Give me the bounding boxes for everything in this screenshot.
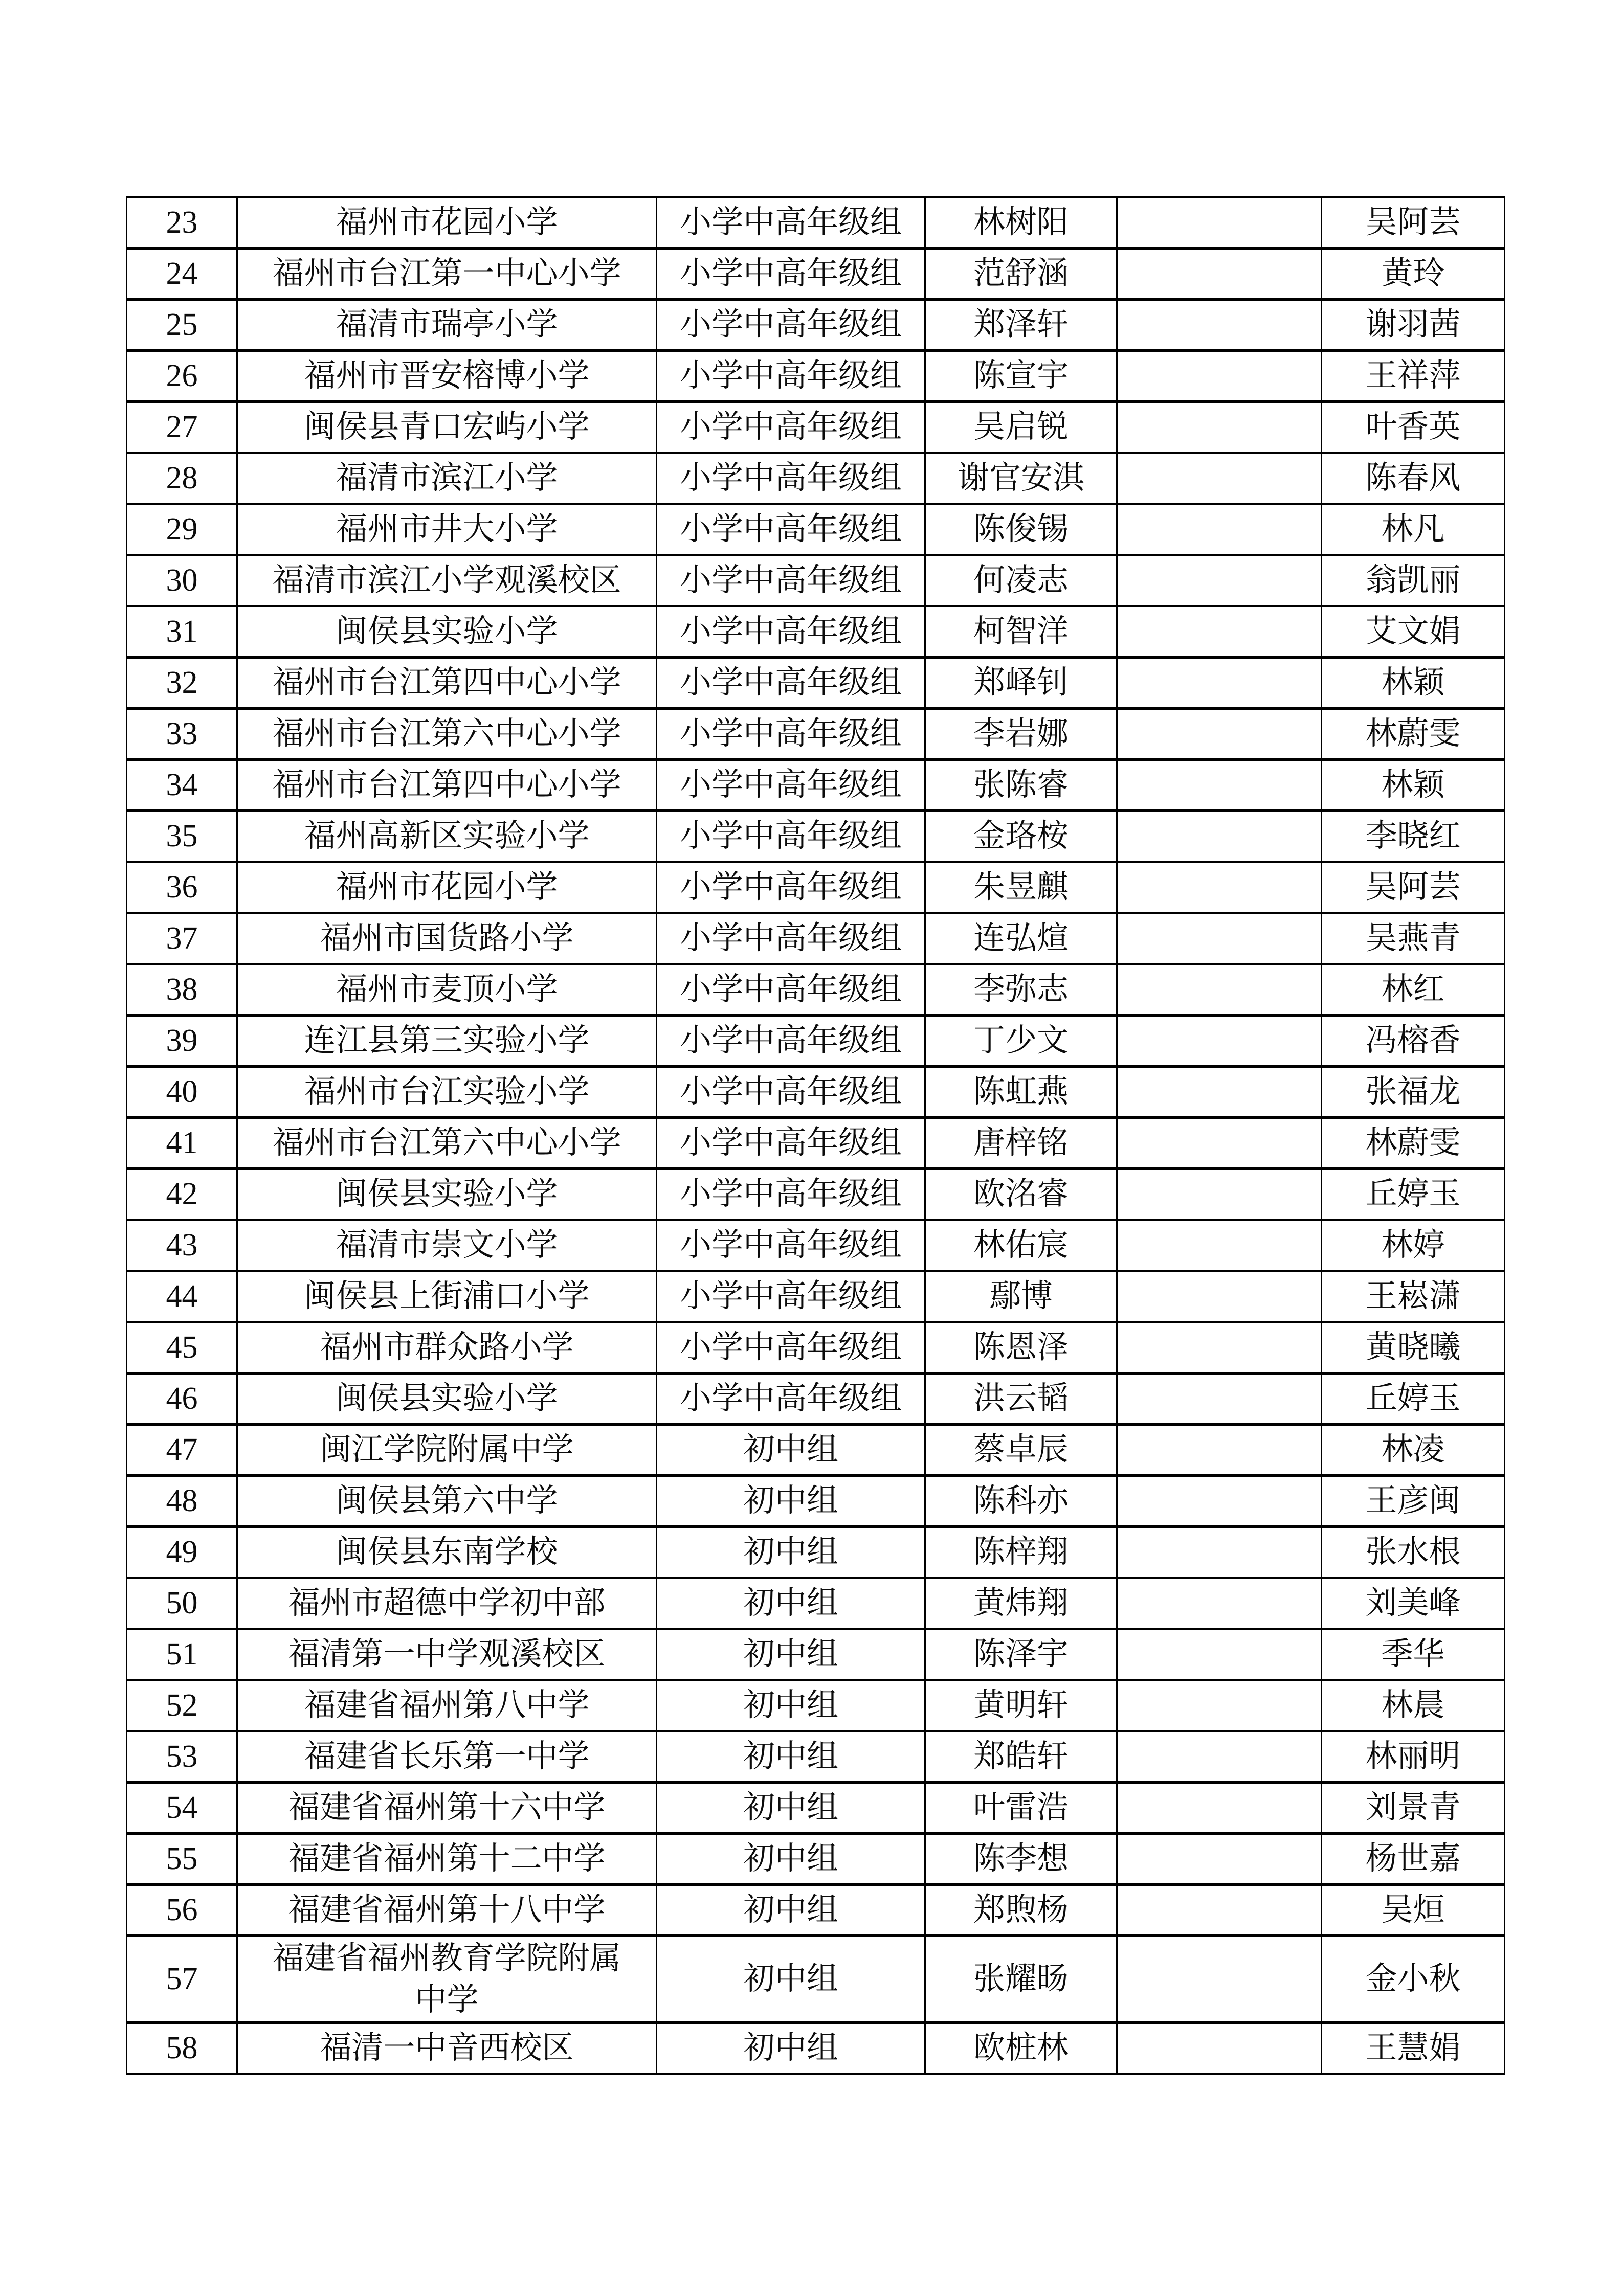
student-cell: 鄢博 bbox=[925, 1271, 1117, 1322]
student-cell: 陈宣宇 bbox=[925, 351, 1117, 402]
teacher-cell: 林蔚雯 bbox=[1322, 709, 1505, 760]
row-number-cell: 34 bbox=[127, 760, 237, 811]
row-number-cell: 35 bbox=[127, 811, 237, 862]
group-cell: 初中组 bbox=[657, 2023, 925, 2074]
school-cell: 福州市晋安榕博小学 bbox=[237, 351, 657, 402]
teacher-cell: 王慧娟 bbox=[1322, 2023, 1505, 2074]
group-cell: 小学中高年级组 bbox=[657, 453, 925, 504]
student-cell: 郑泽轩 bbox=[925, 300, 1117, 351]
school-cell: 福州高新区实验小学 bbox=[237, 811, 657, 862]
group-cell: 小学中高年级组 bbox=[657, 555, 925, 606]
student-cell: 郑皓轩 bbox=[925, 1731, 1117, 1783]
row-number-cell: 57 bbox=[127, 1936, 237, 2023]
group-cell: 小学中高年级组 bbox=[657, 658, 925, 709]
student-cell: 唐梓铭 bbox=[925, 1118, 1117, 1169]
teacher-cell: 刘景青 bbox=[1322, 1783, 1505, 1834]
school-cell: 福州市超德中学初中部 bbox=[237, 1578, 657, 1629]
student-cell: 李弥志 bbox=[925, 964, 1117, 1016]
table-row bbox=[127, 402, 1505, 453]
empty-cell bbox=[1117, 709, 1322, 760]
row-number-cell: 31 bbox=[127, 606, 237, 658]
school-cell: 福清市瑞亭小学 bbox=[237, 300, 657, 351]
teacher-cell: 王崧潇 bbox=[1322, 1271, 1505, 1322]
table-row bbox=[127, 913, 1505, 964]
teacher-cell: 艾文娟 bbox=[1322, 606, 1505, 658]
row-number-cell: 44 bbox=[127, 1271, 237, 1322]
school-cell: 连江县第三实验小学 bbox=[237, 1016, 657, 1067]
table-row bbox=[127, 1169, 1505, 1220]
school-cell: 闽侯县东南学校 bbox=[237, 1527, 657, 1578]
empty-cell bbox=[1117, 862, 1322, 913]
table-row bbox=[127, 197, 1505, 249]
row-number-cell: 33 bbox=[127, 709, 237, 760]
group-cell: 初中组 bbox=[657, 1680, 925, 1731]
group-cell: 小学中高年级组 bbox=[657, 1220, 925, 1271]
row-number-cell: 54 bbox=[127, 1783, 237, 1834]
table-row bbox=[127, 1834, 1505, 1885]
row-number-cell: 25 bbox=[127, 300, 237, 351]
school-cell: 福建省福州第十二中学 bbox=[237, 1834, 657, 1885]
empty-cell bbox=[1117, 1834, 1322, 1885]
student-cell: 郑峄钊 bbox=[925, 658, 1117, 709]
group-cell: 初中组 bbox=[657, 1834, 925, 1885]
school-cell: 闽侯县上街浦口小学 bbox=[237, 1271, 657, 1322]
empty-cell bbox=[1117, 1680, 1322, 1731]
row-number-cell: 49 bbox=[127, 1527, 237, 1578]
school-cell: 福州市台江第六中心小学 bbox=[237, 709, 657, 760]
teacher-cell: 丘婷玉 bbox=[1322, 1169, 1505, 1220]
row-number-cell: 40 bbox=[127, 1067, 237, 1118]
empty-cell bbox=[1117, 504, 1322, 555]
school-cell: 福建省福州第十六中学 bbox=[237, 1783, 657, 1834]
row-number-cell: 47 bbox=[127, 1425, 237, 1476]
group-cell: 初中组 bbox=[657, 1783, 925, 1834]
table-row bbox=[127, 1578, 1505, 1629]
school-cell: 福州市麦顶小学 bbox=[237, 964, 657, 1016]
school-cell: 福州市群众路小学 bbox=[237, 1322, 657, 1374]
table-row bbox=[127, 1629, 1505, 1680]
empty-cell bbox=[1117, 555, 1322, 606]
empty-cell bbox=[1117, 658, 1322, 709]
table-row bbox=[127, 1680, 1505, 1731]
row-number-cell: 42 bbox=[127, 1169, 237, 1220]
student-cell: 范舒涵 bbox=[925, 249, 1117, 300]
student-cell: 林佑宸 bbox=[925, 1220, 1117, 1271]
award-list-table bbox=[126, 196, 1505, 2075]
table-row bbox=[127, 1016, 1505, 1067]
teacher-cell: 吴烜 bbox=[1322, 1885, 1505, 1936]
teacher-cell: 林蔚雯 bbox=[1322, 1118, 1505, 1169]
row-number-cell: 26 bbox=[127, 351, 237, 402]
student-cell: 朱昱麒 bbox=[925, 862, 1117, 913]
school-cell: 福州市台江第四中心小学 bbox=[237, 658, 657, 709]
empty-cell bbox=[1117, 453, 1322, 504]
row-number-cell: 37 bbox=[127, 913, 237, 964]
empty-cell bbox=[1117, 1629, 1322, 1680]
student-cell: 欧洺睿 bbox=[925, 1169, 1117, 1220]
teacher-cell: 吴阿芸 bbox=[1322, 197, 1505, 249]
group-cell: 小学中高年级组 bbox=[657, 760, 925, 811]
group-cell: 小学中高年级组 bbox=[657, 1169, 925, 1220]
empty-cell bbox=[1117, 351, 1322, 402]
table-row bbox=[127, 2023, 1505, 2074]
table-row bbox=[127, 1527, 1505, 1578]
group-cell: 小学中高年级组 bbox=[657, 351, 925, 402]
student-cell: 郑煦杨 bbox=[925, 1885, 1117, 1936]
school-cell: 福州市花园小学 bbox=[237, 862, 657, 913]
student-cell: 蔡卓辰 bbox=[925, 1425, 1117, 1476]
empty-cell bbox=[1117, 1271, 1322, 1322]
row-number-cell: 46 bbox=[127, 1374, 237, 1425]
school-cell: 福州市台江第六中心小学 bbox=[237, 1118, 657, 1169]
student-cell: 何凌志 bbox=[925, 555, 1117, 606]
empty-cell bbox=[1117, 1169, 1322, 1220]
student-cell: 林树阳 bbox=[925, 197, 1117, 249]
row-number-cell: 30 bbox=[127, 555, 237, 606]
teacher-cell: 林婷 bbox=[1322, 1220, 1505, 1271]
empty-cell bbox=[1117, 1220, 1322, 1271]
table-row bbox=[127, 249, 1505, 300]
teacher-cell: 林颖 bbox=[1322, 658, 1505, 709]
student-cell: 陈梓翔 bbox=[925, 1527, 1117, 1578]
empty-cell bbox=[1117, 249, 1322, 300]
teacher-cell: 林凌 bbox=[1322, 1425, 1505, 1476]
teacher-cell: 陈春风 bbox=[1322, 453, 1505, 504]
group-cell: 小学中高年级组 bbox=[657, 913, 925, 964]
row-number-cell: 27 bbox=[127, 402, 237, 453]
row-number-cell: 52 bbox=[127, 1680, 237, 1731]
student-cell: 丁少文 bbox=[925, 1016, 1117, 1067]
teacher-cell: 吴阿芸 bbox=[1322, 862, 1505, 913]
table-row bbox=[127, 1731, 1505, 1783]
teacher-cell: 吴燕青 bbox=[1322, 913, 1505, 964]
empty-cell bbox=[1117, 1731, 1322, 1783]
group-cell: 小学中高年级组 bbox=[657, 249, 925, 300]
group-cell: 初中组 bbox=[657, 1936, 925, 2023]
group-cell: 初中组 bbox=[657, 1629, 925, 1680]
table-row bbox=[127, 1271, 1505, 1322]
group-cell: 小学中高年级组 bbox=[657, 862, 925, 913]
group-cell: 初中组 bbox=[657, 1527, 925, 1578]
empty-cell bbox=[1117, 1527, 1322, 1578]
group-cell: 小学中高年级组 bbox=[657, 300, 925, 351]
table-row bbox=[127, 1885, 1505, 1936]
row-number-cell: 55 bbox=[127, 1834, 237, 1885]
group-cell: 小学中高年级组 bbox=[657, 1016, 925, 1067]
group-cell: 小学中高年级组 bbox=[657, 964, 925, 1016]
school-cell: 福建省福州第八中学 bbox=[237, 1680, 657, 1731]
row-number-cell: 24 bbox=[127, 249, 237, 300]
row-number-cell: 28 bbox=[127, 453, 237, 504]
student-cell: 张耀旸 bbox=[925, 1936, 1117, 2023]
student-cell: 陈科亦 bbox=[925, 1476, 1117, 1527]
table-body bbox=[127, 197, 1505, 2074]
empty-cell bbox=[1117, 402, 1322, 453]
empty-cell bbox=[1117, 1322, 1322, 1374]
group-cell: 小学中高年级组 bbox=[657, 1322, 925, 1374]
school-cell: 闽侯县青口宏屿小学 bbox=[237, 402, 657, 453]
empty-cell bbox=[1117, 1885, 1322, 1936]
group-cell: 初中组 bbox=[657, 1578, 925, 1629]
school-cell: 福州市台江实验小学 bbox=[237, 1067, 657, 1118]
school-cell: 福清一中音西校区 bbox=[237, 2023, 657, 2074]
row-number-cell: 53 bbox=[127, 1731, 237, 1783]
empty-cell bbox=[1117, 1783, 1322, 1834]
empty-cell bbox=[1117, 1936, 1322, 2023]
table-row bbox=[127, 453, 1505, 504]
group-cell: 小学中高年级组 bbox=[657, 197, 925, 249]
empty-cell bbox=[1117, 1578, 1322, 1629]
student-cell: 黄炜翔 bbox=[925, 1578, 1117, 1629]
teacher-cell: 林丽明 bbox=[1322, 1731, 1505, 1783]
teacher-cell: 张福龙 bbox=[1322, 1067, 1505, 1118]
teacher-cell: 刘美峰 bbox=[1322, 1578, 1505, 1629]
group-cell: 小学中高年级组 bbox=[657, 1271, 925, 1322]
school-cell: 福建省福州第十八中学 bbox=[237, 1885, 657, 1936]
empty-cell bbox=[1117, 197, 1322, 249]
teacher-cell: 冯榕香 bbox=[1322, 1016, 1505, 1067]
table-row bbox=[127, 709, 1505, 760]
empty-cell bbox=[1117, 760, 1322, 811]
group-cell: 小学中高年级组 bbox=[657, 402, 925, 453]
student-cell: 陈泽宇 bbox=[925, 1629, 1117, 1680]
student-cell: 连弘煊 bbox=[925, 913, 1117, 964]
teacher-cell: 金小秋 bbox=[1322, 1936, 1505, 2023]
row-number-cell: 38 bbox=[127, 964, 237, 1016]
teacher-cell: 叶香英 bbox=[1322, 402, 1505, 453]
school-cell: 闽侯县实验小学 bbox=[237, 606, 657, 658]
empty-cell bbox=[1117, 606, 1322, 658]
row-number-cell: 56 bbox=[127, 1885, 237, 1936]
group-cell: 初中组 bbox=[657, 1731, 925, 1783]
student-cell: 李岩娜 bbox=[925, 709, 1117, 760]
table-row bbox=[127, 1118, 1505, 1169]
student-cell: 吴启锐 bbox=[925, 402, 1117, 453]
table-row bbox=[127, 760, 1505, 811]
empty-cell bbox=[1117, 300, 1322, 351]
empty-cell bbox=[1117, 964, 1322, 1016]
empty-cell bbox=[1117, 1476, 1322, 1527]
group-cell: 小学中高年级组 bbox=[657, 811, 925, 862]
school-cell: 福州市台江第四中心小学 bbox=[237, 760, 657, 811]
table-row bbox=[127, 504, 1505, 555]
student-cell: 陈俊锡 bbox=[925, 504, 1117, 555]
student-cell: 张陈睿 bbox=[925, 760, 1117, 811]
group-cell: 小学中高年级组 bbox=[657, 606, 925, 658]
teacher-cell: 林晨 bbox=[1322, 1680, 1505, 1731]
student-cell: 洪云韬 bbox=[925, 1374, 1117, 1425]
school-cell: 福建省长乐第一中学 bbox=[237, 1731, 657, 1783]
school-cell: 福州市井大小学 bbox=[237, 504, 657, 555]
empty-cell bbox=[1117, 1118, 1322, 1169]
teacher-cell: 谢羽茜 bbox=[1322, 300, 1505, 351]
row-number-cell: 36 bbox=[127, 862, 237, 913]
student-cell: 谢官安淇 bbox=[925, 453, 1117, 504]
school-cell: 福州市花园小学 bbox=[237, 197, 657, 249]
student-cell: 陈虹燕 bbox=[925, 1067, 1117, 1118]
table-row bbox=[127, 1783, 1505, 1834]
empty-cell bbox=[1117, 2023, 1322, 2074]
school-cell: 福建省福州教育学院附属中学 bbox=[237, 1936, 657, 2023]
row-number-cell: 29 bbox=[127, 504, 237, 555]
teacher-cell: 杨世嘉 bbox=[1322, 1834, 1505, 1885]
empty-cell bbox=[1117, 811, 1322, 862]
row-number-cell: 45 bbox=[127, 1322, 237, 1374]
row-number-cell: 32 bbox=[127, 658, 237, 709]
school-cell: 福清市崇文小学 bbox=[237, 1220, 657, 1271]
empty-cell bbox=[1117, 1425, 1322, 1476]
table-row bbox=[127, 1322, 1505, 1374]
teacher-cell: 李晓红 bbox=[1322, 811, 1505, 862]
teacher-cell: 张水根 bbox=[1322, 1527, 1505, 1578]
teacher-cell: 丘婷玉 bbox=[1322, 1374, 1505, 1425]
school-cell: 福州市台江第一中心小学 bbox=[237, 249, 657, 300]
group-cell: 小学中高年级组 bbox=[657, 1067, 925, 1118]
group-cell: 初中组 bbox=[657, 1885, 925, 1936]
empty-cell bbox=[1117, 1016, 1322, 1067]
group-cell: 小学中高年级组 bbox=[657, 1118, 925, 1169]
school-cell: 闽江学院附属中学 bbox=[237, 1425, 657, 1476]
table-row bbox=[127, 1936, 1505, 2023]
teacher-cell: 季华 bbox=[1322, 1629, 1505, 1680]
teacher-cell: 林红 bbox=[1322, 964, 1505, 1016]
table-row bbox=[127, 555, 1505, 606]
school-cell: 福清市滨江小学 bbox=[237, 453, 657, 504]
table-row bbox=[127, 1476, 1505, 1527]
group-cell: 初中组 bbox=[657, 1476, 925, 1527]
table-row bbox=[127, 658, 1505, 709]
school-cell: 闽侯县实验小学 bbox=[237, 1169, 657, 1220]
row-number-cell: 51 bbox=[127, 1629, 237, 1680]
student-cell: 欧桩林 bbox=[925, 2023, 1117, 2074]
group-cell: 初中组 bbox=[657, 1425, 925, 1476]
row-number-cell: 58 bbox=[127, 2023, 237, 2074]
student-cell: 陈李想 bbox=[925, 1834, 1117, 1885]
school-cell: 福州市国货路小学 bbox=[237, 913, 657, 964]
student-cell: 金珞桉 bbox=[925, 811, 1117, 862]
table-row bbox=[127, 1220, 1505, 1271]
row-number-cell: 43 bbox=[127, 1220, 237, 1271]
school-cell: 福清第一中学观溪校区 bbox=[237, 1629, 657, 1680]
row-number-cell: 39 bbox=[127, 1016, 237, 1067]
row-number-cell: 48 bbox=[127, 1476, 237, 1527]
empty-cell bbox=[1117, 1374, 1322, 1425]
teacher-cell: 林颖 bbox=[1322, 760, 1505, 811]
table-row bbox=[127, 1425, 1505, 1476]
group-cell: 小学中高年级组 bbox=[657, 709, 925, 760]
group-cell: 小学中高年级组 bbox=[657, 1374, 925, 1425]
teacher-cell: 黄晓曦 bbox=[1322, 1322, 1505, 1374]
group-cell: 小学中高年级组 bbox=[657, 504, 925, 555]
teacher-cell: 王彦闽 bbox=[1322, 1476, 1505, 1527]
teacher-cell: 翁凯丽 bbox=[1322, 555, 1505, 606]
table-row bbox=[127, 964, 1505, 1016]
teacher-cell: 林凡 bbox=[1322, 504, 1505, 555]
student-cell: 黄明轩 bbox=[925, 1680, 1117, 1731]
table-row bbox=[127, 1374, 1505, 1425]
table-row bbox=[127, 811, 1505, 862]
student-cell: 叶雷浩 bbox=[925, 1783, 1117, 1834]
teacher-cell: 王祥萍 bbox=[1322, 351, 1505, 402]
school-cell: 闽侯县实验小学 bbox=[237, 1374, 657, 1425]
student-cell: 柯智洋 bbox=[925, 606, 1117, 658]
school-cell: 福清市滨江小学观溪校区 bbox=[237, 555, 657, 606]
school-cell: 闽侯县第六中学 bbox=[237, 1476, 657, 1527]
row-number-cell: 41 bbox=[127, 1118, 237, 1169]
teacher-cell: 黄玲 bbox=[1322, 249, 1505, 300]
row-number-cell: 50 bbox=[127, 1578, 237, 1629]
empty-cell bbox=[1117, 1067, 1322, 1118]
table-row bbox=[127, 300, 1505, 351]
table-row bbox=[127, 606, 1505, 658]
row-number-cell: 23 bbox=[127, 197, 237, 249]
student-cell: 陈恩泽 bbox=[925, 1322, 1117, 1374]
table-row bbox=[127, 862, 1505, 913]
table-row bbox=[127, 351, 1505, 402]
empty-cell bbox=[1117, 913, 1322, 964]
table-row bbox=[127, 1067, 1505, 1118]
